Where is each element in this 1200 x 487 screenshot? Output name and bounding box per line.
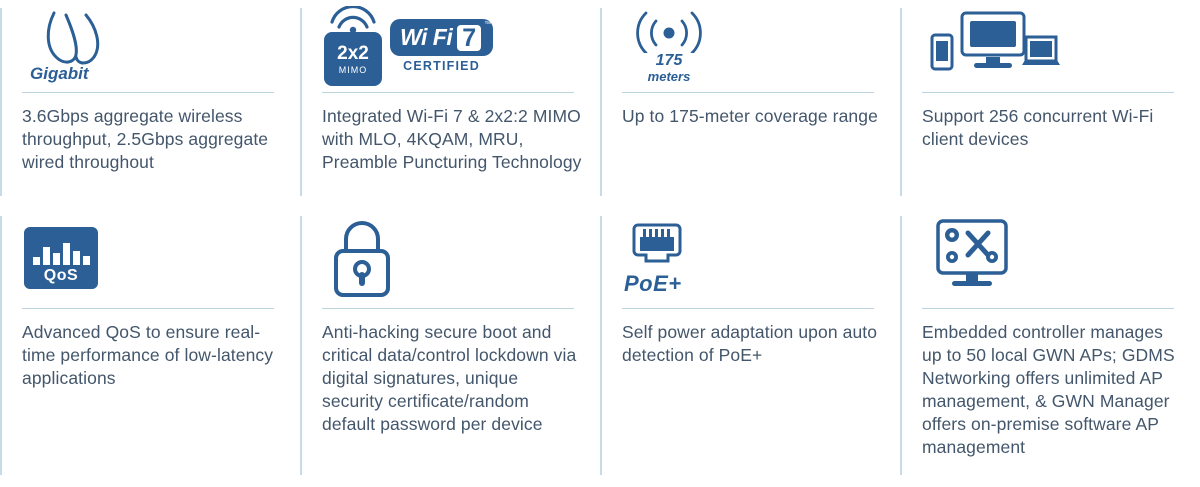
trademark-mark: ™ xyxy=(484,21,492,28)
mimo-label: MIMO xyxy=(338,64,368,75)
feature-card-poe xyxy=(600,208,900,487)
svg-text:Gigabit: Gigabit xyxy=(30,64,89,83)
feature-card-wifi7 xyxy=(300,0,600,208)
feature-card-security xyxy=(300,208,600,487)
multi-device-icon xyxy=(922,0,1182,92)
wifi-signal-icon xyxy=(324,6,382,32)
feature-description: Advanced QoS to ensure real-time performance of low-latency applications xyxy=(22,322,274,388)
feature-description: 3.6Gbps aggregate wireless throughput, 2.5Gbps aggregate wired throughout xyxy=(22,106,269,172)
wifi-version: 7 xyxy=(457,25,481,51)
feature-description: Up to 175-meter coverage range xyxy=(622,106,878,126)
certified-label: CERTIFIED xyxy=(403,59,480,73)
wifi7-badge xyxy=(390,19,493,56)
embedded-controller-icon xyxy=(922,208,1182,308)
wifi7-certified-icon xyxy=(322,0,582,92)
feature-description: Self power adaptation upon auto detection of PoE+ xyxy=(622,322,878,365)
wifi-word: Wi Fi xyxy=(400,24,453,50)
feature-description: Integrated Wi-Fi 7 & 2x2:2 MIMO with MLO, 4KQAM, MRU, Preamble Puncturing Technology xyxy=(322,106,582,172)
gigabit-icon xyxy=(22,0,282,92)
feature-card-clients xyxy=(900,0,1200,208)
range-value: 175 xyxy=(655,52,683,69)
feature-card-gigabit xyxy=(0,0,300,208)
qos-icon xyxy=(22,208,282,308)
coverage-range-icon xyxy=(622,0,882,92)
padlock-icon xyxy=(322,208,582,308)
qos-label: QoS xyxy=(43,267,79,284)
feature-description: Embedded controller manages up to 50 local GWN APs; GDMS Networking offers unlimited AP management, & GWN Manager offers on-premise software AP management xyxy=(922,322,1175,457)
poe-label: PoE+ xyxy=(624,271,682,296)
feature-description: Support 256 concurrent Wi-Fi client devices xyxy=(922,106,1154,149)
poe-plus-icon xyxy=(622,208,882,308)
feature-description: Anti-hacking secure boot and critical data/control lockdown via digital signatures, unique security certificate/random default password per device xyxy=(322,322,577,434)
feature-card-qos xyxy=(0,208,300,487)
qos-bars xyxy=(33,239,90,265)
mimo-value: 2x2 xyxy=(337,42,369,64)
range-unit: meters xyxy=(647,69,691,84)
feature-card-controller xyxy=(900,208,1200,487)
feature-card-coverage xyxy=(600,0,900,208)
mimo-badge xyxy=(324,32,382,86)
